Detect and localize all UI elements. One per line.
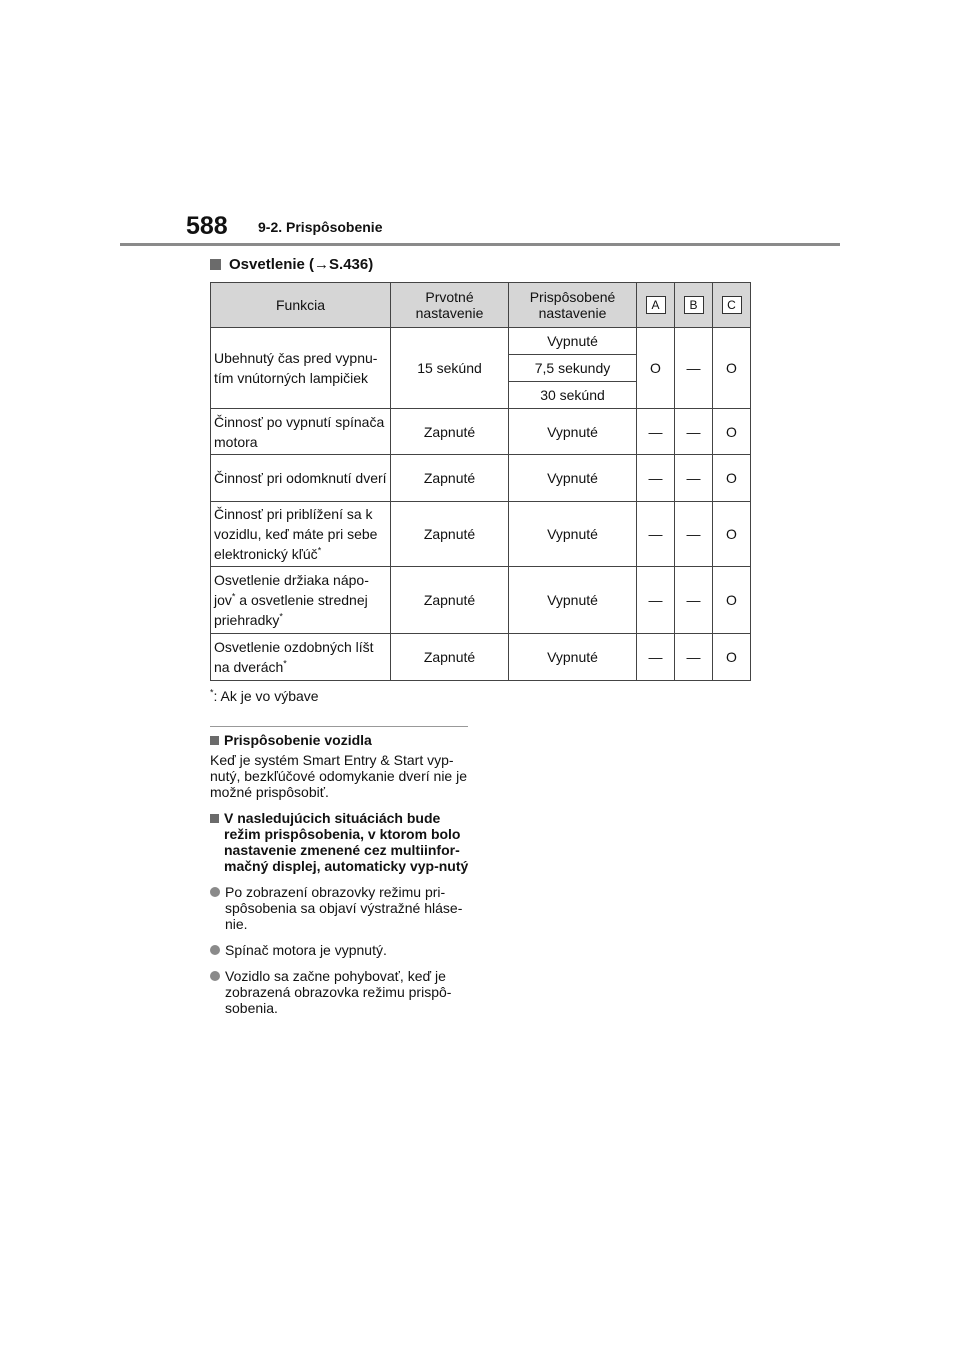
row5-function-text-1: Osvetlenie držiaka nápo-jov	[214, 572, 369, 608]
footnote-text: : Ak je vo výbave	[213, 688, 319, 704]
list-item	[210, 942, 472, 958]
note-heading-text: V nasledujúcich situáciách bude režim prispôsobenia, v ktorom bolo nastavenie zmenené cez multiinfor-mačný displej, automaticky vyp-nutý	[224, 810, 469, 874]
row4-b: —	[675, 502, 713, 567]
note-heading-text: Prispôsobenie vozidla	[224, 732, 372, 748]
row2-function: Činnosť po vypnutí spínača motora	[211, 409, 391, 455]
list-item-text: Vozidlo sa začne pohybovať, keď je zobrazená obrazovka režimu prispô-sobenia.	[225, 968, 452, 1016]
row4-custom: Vypnuté	[509, 502, 637, 567]
header-divider	[120, 243, 840, 246]
heading-text-before: Osvetlenie (	[229, 256, 315, 273]
circle-bullet-icon	[210, 945, 220, 955]
table-header-row	[211, 283, 751, 328]
row1-custom-option: 7,5 sekundy	[509, 355, 637, 382]
row2-custom: Vypnuté	[509, 409, 637, 455]
row3-a: —	[637, 455, 675, 502]
table-row	[211, 567, 751, 634]
note-heading-situations	[210, 810, 472, 874]
row4-function-text: Činnosť pri priblížení sa k vozidlu, keď máte pri sebe elektronický kľúč	[214, 506, 378, 562]
note-heading-customization	[210, 732, 472, 748]
square-bullet-icon	[210, 814, 219, 823]
row4-a: —	[637, 502, 675, 567]
table-footnote	[210, 688, 319, 704]
notes-divider	[210, 726, 468, 727]
lighting-heading	[210, 256, 373, 273]
row6-default: Zapnuté	[391, 634, 509, 681]
row6-function-text: Osvetlenie ozdobných líšt na dverách	[214, 639, 374, 675]
row5-default: Zapnuté	[391, 567, 509, 634]
arrow-icon: →	[314, 256, 330, 273]
header-column-a	[637, 283, 675, 328]
row1-b: —	[675, 328, 713, 409]
row1-custom-option: Vypnuté	[509, 328, 637, 355]
header-default: Prvotné nastavenie	[391, 283, 509, 328]
row3-c: O	[713, 455, 751, 502]
table-row	[211, 409, 751, 455]
list-item-text: Spínač motora je vypnutý.	[225, 942, 387, 958]
header-function: Funkcia	[211, 283, 391, 328]
page-number: 588	[186, 212, 228, 240]
row5-a: —	[637, 567, 675, 634]
heading-text-after: S.436)	[329, 256, 374, 273]
row1-c: O	[713, 328, 751, 409]
row2-a: —	[637, 409, 675, 455]
row6-c: O	[713, 634, 751, 681]
row3-function: Činnosť pri odomknutí dverí	[211, 455, 391, 502]
lighting-settings-table	[210, 282, 751, 681]
asterisk-mark: *	[317, 545, 322, 556]
table-row	[211, 455, 751, 502]
row6-a: —	[637, 634, 675, 681]
column-b-label: B	[684, 296, 704, 314]
asterisk-mark: *	[279, 611, 283, 622]
square-bullet-icon	[210, 259, 221, 270]
row5-function-text-2: a osvetlenie strednej priehradky	[214, 592, 368, 628]
row2-c: O	[713, 409, 751, 455]
row1-function: Ubehnutý čas pred vypnu-tím vnútorných lampičiek	[211, 328, 391, 409]
column-c-label: C	[722, 296, 742, 314]
row4-function	[211, 502, 391, 567]
row3-b: —	[675, 455, 713, 502]
row5-b: —	[675, 567, 713, 634]
column-a-label: A	[646, 296, 666, 314]
row3-default: Zapnuté	[391, 455, 509, 502]
table-row	[211, 634, 751, 681]
section-title: 9-2. Prispôsobenie	[258, 219, 383, 235]
table-row	[211, 502, 751, 567]
note-paragraph: Keď je systém Smart Entry & Start vyp-nutý, bezkľúčové odomykanie dverí nie je možné prispôsobiť.	[210, 752, 468, 800]
notes-section	[210, 732, 472, 1026]
row5-c: O	[713, 567, 751, 634]
row1-a: O	[637, 328, 675, 409]
row2-b: —	[675, 409, 713, 455]
row4-default: Zapnuté	[391, 502, 509, 567]
row3-custom: Vypnuté	[509, 455, 637, 502]
circle-bullet-icon	[210, 887, 220, 897]
asterisk-mark: *	[283, 658, 287, 669]
header-column-c	[713, 283, 751, 328]
row6-function	[211, 634, 391, 681]
list-item-text: Po zobrazení obrazovky režimu pri-spôsobenia sa objaví výstražné hláse-nie.	[225, 884, 463, 932]
row6-custom: Vypnuté	[509, 634, 637, 681]
circle-bullet-icon	[210, 971, 220, 981]
square-bullet-icon	[210, 736, 219, 745]
row5-function	[211, 567, 391, 634]
header-custom: Prispôsobené nastavenie	[509, 283, 637, 328]
row6-b: —	[675, 634, 713, 681]
list-item	[210, 968, 472, 1016]
row5-custom: Vypnuté	[509, 567, 637, 634]
row4-c: O	[713, 502, 751, 567]
row1-default: 15 sekúnd	[391, 328, 509, 409]
footnote-asterisk: *	[210, 687, 214, 698]
row2-default: Zapnuté	[391, 409, 509, 455]
list-item	[210, 884, 472, 932]
header-column-b	[675, 283, 713, 328]
row1-custom-option: 30 sekúnd	[509, 382, 637, 409]
asterisk-mark: *	[231, 591, 236, 602]
table-row	[211, 328, 751, 355]
